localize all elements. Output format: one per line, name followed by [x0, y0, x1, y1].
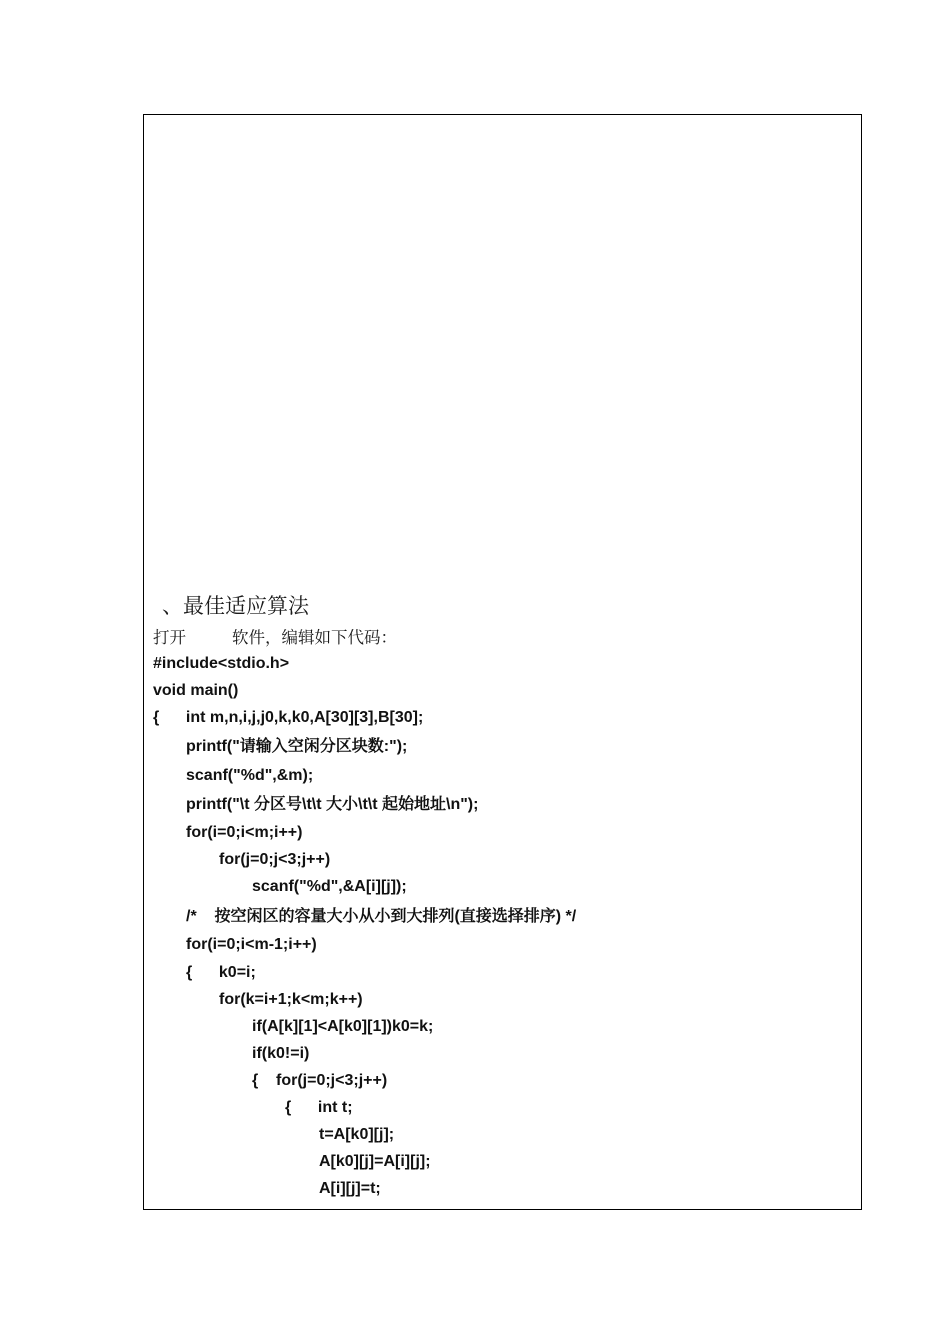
- code-line-10: /* 按空闲区的容量大小从小到大排列(直接选择排序) */: [186, 908, 577, 925]
- intro-rest-text: 软件，编辑如下代码：: [232, 628, 397, 647]
- code-line-6: printf("\t 分区号\t\t 大小\t\t 起始地址\n");: [186, 796, 479, 813]
- code-line-19: A[k0][j]=A[i][j];: [319, 1153, 431, 1170]
- code-line-5: scanf("%d",&m);: [186, 767, 314, 784]
- code-line-20: A[i][j]=t;: [319, 1180, 381, 1197]
- code-line-4-text: printf("请输入空闲分区块数:");: [186, 738, 408, 755]
- code-line-1: #include<stdio.h>: [153, 655, 290, 672]
- code-line-3: { int m,n,i,j,j0,k,k0,A[30][3],B[30];: [153, 709, 424, 726]
- intro-open-text: 打开: [153, 628, 186, 647]
- code-line-15: if(k0!=i): [252, 1045, 310, 1062]
- code-line-7: for(i=0;i<m;i++): [186, 824, 303, 841]
- code-line-11: for(i=0;i<m-1;i++): [186, 936, 317, 953]
- code-line-12: { k0=i;: [186, 964, 256, 981]
- code-line-13: for(k=i+1;k<m;k++): [219, 991, 363, 1008]
- code-line-16: { for(j=0;j<3;j++): [252, 1072, 388, 1089]
- section-heading: 、最佳适应算法: [162, 594, 309, 618]
- code-line-14: if(A[k][1]<A[k0][1])k0=k;: [252, 1018, 434, 1035]
- code-line-8: for(j=0;j<3;j++): [219, 851, 331, 868]
- intro-line: [153, 624, 397, 648]
- code-line-4: [186, 733, 407, 760]
- code-line-2: void main(): [153, 682, 239, 699]
- code-line-17: { int t;: [285, 1099, 353, 1116]
- code-line-9: scanf("%d",&A[i][j]);: [252, 878, 407, 895]
- code-line-18: t=A[k0][j];: [319, 1126, 395, 1143]
